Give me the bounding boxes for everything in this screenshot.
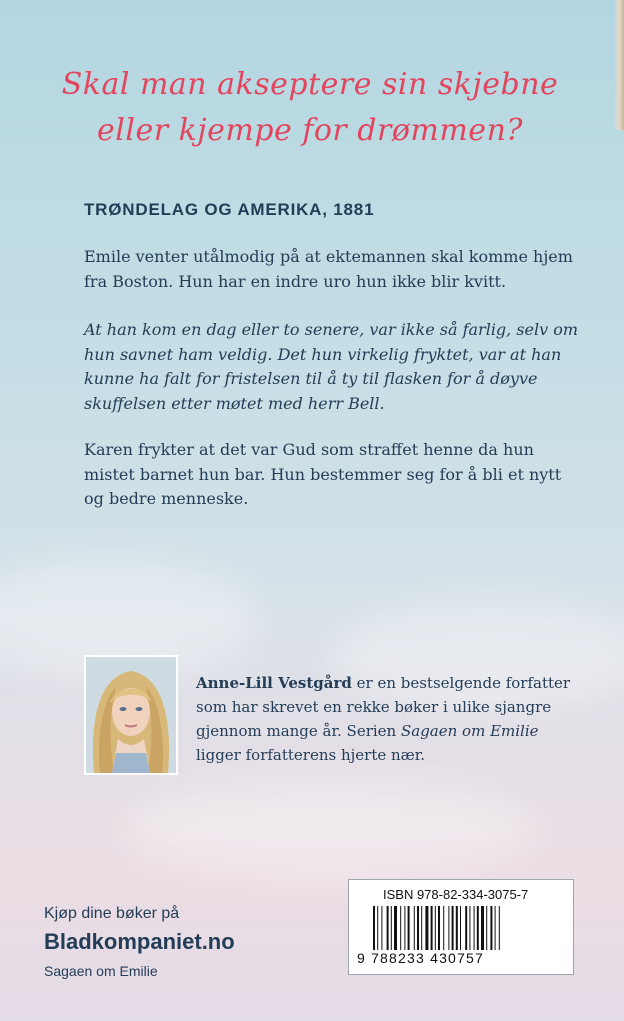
- author-bio: [196, 671, 586, 767]
- author-portrait-image: [86, 657, 176, 773]
- series-label: Sagaen om Emilie: [44, 963, 158, 979]
- tagline-line-1: Skal man akseptere sin skjebne: [61, 67, 559, 102]
- buy-prompt: Kjøp dine bøker på: [44, 905, 180, 922]
- isbn-label: ISBN 978-82-334-3075-7: [383, 887, 529, 902]
- barcode-icon: [373, 906, 553, 950]
- spine-edge: [614, 0, 624, 130]
- author-name: Anne-Lill Vestgård: [196, 674, 352, 692]
- tagline: [60, 62, 560, 154]
- setting-heading: TRØNDELAG OG AMERIKA, 1881: [84, 200, 375, 219]
- barcode-number: 9 788233 430757: [357, 950, 484, 966]
- publisher-block: [44, 905, 235, 979]
- publisher-site: Bladkompaniet.no: [44, 929, 235, 954]
- author-bio-text-end: ligger forfatterens hjerte nær.: [196, 746, 426, 764]
- blurb-paragraph-1: Emile venter utålmodig på at ektemannen skal komme hjem fra Boston. Hun har en indre uro hun ikke blir kvitt.: [84, 247, 573, 291]
- blurb-paragraph-2: Karen frykter at det var Gud som straffet henne da hun mistet barnet hun bar. Hun bestemmer seg for å bli et nytt og bedre menneske.: [84, 440, 562, 508]
- series-name: Sagaen om Emilie: [400, 722, 539, 740]
- blurb-excerpt: At han kom en dag eller to senere, var ikke så farlig, selv om hun savnet ham veldig. Det hun virkelig fryktet, var at han kunne ha falt for fristelsen til å ty til flasken for å døyve skuffelsen etter møtet med herr Bell.: [84, 320, 579, 413]
- isbn-barcode: [348, 879, 574, 975]
- tagline-line-2: eller kjempe for drømmen?: [97, 113, 523, 148]
- author-bio-text: er en bestselgende forfatter som har skrevet en rekke bøker i ulike sjangre gjennom mange år. Serien: [196, 674, 571, 740]
- author-photo: [84, 655, 178, 775]
- sky-cloud: [120, 780, 540, 880]
